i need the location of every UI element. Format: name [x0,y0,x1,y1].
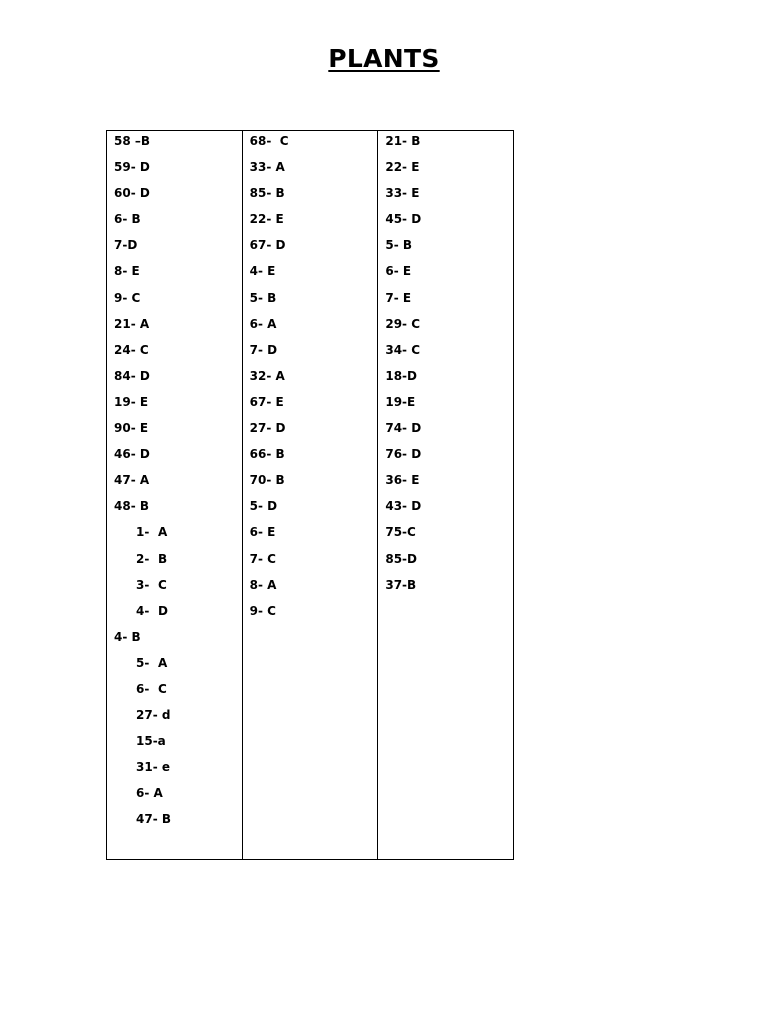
answer-item-text: 43- D [385,499,422,514]
answer-item-text: A [158,655,168,670]
answer-item-text: 19- E [114,394,149,409]
answer-item [243,132,378,158]
answer-item-text: 27- d [136,708,171,723]
answer-item-text: 4- E [249,264,276,279]
answer-item [107,341,242,367]
answer-item [378,158,513,184]
answer-item-text: 31- e [136,760,170,775]
answer-item-text: 32- A [249,368,285,383]
answer-item-text: 6- E [249,525,276,540]
answer-item [243,158,378,184]
answer-item [378,210,513,236]
answer-item [107,132,242,158]
answer-item [107,158,242,184]
answer-item [107,210,242,236]
answer-item-text: 36- E [385,473,420,488]
answer-item [378,236,513,262]
answer-item [107,758,242,784]
answer-item-text: 7-D [114,238,138,253]
answer-item-text: 66- B [249,447,285,462]
answer-column-1 [107,131,242,859]
answer-item-text: 90- E [114,421,149,436]
answer-item [107,419,242,445]
answer-item-text: 33- E [385,186,420,201]
answer-item [378,550,513,576]
answer-item-text: 33- A [249,160,285,175]
answer-item [378,132,513,158]
answer-item-text: 24- C [114,342,149,357]
answer-item [107,576,242,602]
answer-item-text: 5- B [249,290,277,305]
answer-item-number: 6- [136,681,150,696]
answer-item [107,810,242,836]
answer-item-text: 70- B [249,473,285,488]
answer-item [107,315,242,341]
answer-item-text: 76- D [385,447,422,462]
answer-item [378,445,513,471]
answer-item-text: 9- C [249,603,276,618]
answer-item-text: 75-C [385,525,416,540]
answer-item-text: 7- E [385,290,412,305]
answer-item [243,393,378,419]
answer-item-text: 6- B [114,212,141,227]
answer-item [243,315,378,341]
answer-item [107,262,242,288]
answer-item [378,184,513,210]
answer-item [107,680,242,706]
answer-item [107,654,242,680]
answer-item [107,367,242,393]
answer-item-text: 9- C [114,290,141,305]
answer-item-text: 6- E [385,264,412,279]
answer-item-number: 1- [136,525,150,540]
answer-item [243,445,378,471]
answer-item-text: 45- D [385,212,422,227]
answer-item-text: 21- B [385,134,421,148]
answer-item-text: 15-a [136,734,166,749]
answer-item-text: 85-D [385,551,417,566]
answer-item-text: 74- D [385,421,422,436]
answer-item-text: A [158,525,168,540]
answer-item [243,184,378,210]
answer-column-2 [242,131,378,859]
answer-item-number: 2- [136,551,150,566]
answer-item [107,732,242,758]
answer-item [243,471,378,497]
answer-item [378,576,513,602]
answer-item [378,262,513,288]
answer-item [378,523,513,549]
answer-column-3 [377,131,513,859]
answer-item [378,497,513,523]
answer-item-text: 8- E [114,264,140,279]
answer-item-number: 3- [136,577,150,592]
answer-item [107,784,242,810]
answer-item [243,523,378,549]
answer-item-number: 5- [136,655,150,670]
answer-item [243,419,378,445]
answer-item [107,184,242,210]
answer-item-text: 27- D [249,421,286,436]
answer-item-text: 29- C [385,316,421,331]
answer-item-text: 6- A [136,786,163,801]
answer-item [243,341,378,367]
answer-table [106,130,514,860]
answer-item-text: D [158,603,168,618]
answer-item [243,576,378,602]
answer-item [378,315,513,341]
answer-item-text: 84- D [114,368,150,383]
answer-item-text: 18-D [385,368,417,383]
answer-item-text: 68- C [249,134,289,148]
answer-item-text: 7- D [249,342,278,357]
answer-item [107,523,242,549]
answer-item-text: 67- E [249,394,284,409]
answer-item-text: 22- E [385,160,420,175]
answer-item [243,289,378,315]
answer-item-text: 47- B [136,812,172,827]
answer-item [378,393,513,419]
answer-item-text: 47- A [114,473,150,488]
answer-item-text: 21- A [114,316,150,331]
answer-item-text: 19-E [385,394,416,409]
answer-item [378,289,513,315]
answer-item [243,367,378,393]
answer-item-text: 37-B [385,577,417,592]
answer-item [378,367,513,393]
answer-item [243,550,378,576]
answer-item-text: 67- D [249,238,286,253]
answer-item [378,471,513,497]
answer-item-text: 4- B [114,629,141,644]
answer-item-text: C [158,681,167,696]
page-title: PLANTS [328,44,440,73]
answer-item-text: 85- B [249,186,285,201]
answer-item-text: 46- D [114,447,150,462]
answer-item-text: 8- A [249,577,277,592]
answer-item-text: 7- C [249,551,276,566]
answer-item [107,445,242,471]
answer-item [107,393,242,419]
answer-item [378,419,513,445]
answer-item-text: 59- D [114,160,150,175]
answer-item-text: 5- D [249,499,278,514]
answer-item [107,289,242,315]
answer-item-text: 6- A [249,316,277,331]
answer-item-text: 58 –B [114,134,151,148]
answer-item [107,471,242,497]
answer-item-number: 4- [136,603,150,618]
answer-item-text: 22- E [249,212,284,227]
answer-item-text: B [158,551,168,566]
answer-item [107,236,242,262]
answer-item [243,602,378,628]
answer-item-text: 34- C [385,342,421,357]
answer-item [243,210,378,236]
answer-item [107,602,242,628]
answer-item [107,550,242,576]
answer-item [107,628,242,654]
answer-item-text: 48- B [114,499,150,514]
answer-item [243,497,378,523]
answer-item [243,262,378,288]
answer-item [107,706,242,732]
answer-item [107,497,242,523]
answer-item-text: 5- B [385,238,412,253]
answer-item-text: C [158,577,167,592]
answer-item [378,341,513,367]
answer-item-text: 60- D [114,186,150,201]
answer-item [243,236,378,262]
